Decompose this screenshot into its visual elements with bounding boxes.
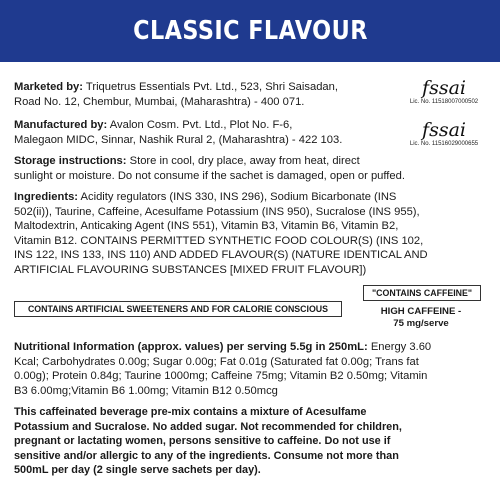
ingredients-text1: Acidity regulators (INS 330, INS 296), Sodium Bicarbonate (INS: [78, 191, 397, 203]
marketed-by-text2: Road No. 12, Chembur, Mumbai, (Maharashtra) - 400 071.: [14, 95, 305, 108]
ingredients-text6: ARTIFICIAL FLAVOURING SUBSTANCES [MIXED FRUIT FLAVOUR]): [14, 263, 367, 276]
nutrition-line1: [14, 340, 490, 355]
contains-caffeine-box: "CONTAINS CAFFEINE": [363, 285, 481, 301]
statement-line4: sensitive and/or allergic to any of the ingredients. Consume not more than: [14, 449, 399, 462]
fssai-logo-1: [398, 78, 490, 106]
storage-label: Storage instructions:: [14, 155, 127, 167]
manufactured-by-text2: Malegaon MIDC, Sinnar, Nashik Rural 2, (Maharashtra) - 422 103.: [14, 133, 343, 146]
nutrition-text3: 0.00g); Protein 0.84g; Taurine 1000mg; Caffeine 75mg; Vitamin B2 0.50mg; Vitamin: [14, 370, 428, 382]
statement-line5: 500mL per day (2 single serve sachets per day).: [14, 464, 261, 476]
manufactured-by-block: [14, 118, 414, 147]
nutrition-label: Nutritional Information (approx. values) per serving 5.5g in 250mL:: [14, 341, 368, 353]
manufactured-by-line1: [14, 118, 414, 133]
storage-line1: [14, 154, 486, 169]
ingredients-text3: Maltodextrin, Anticaking Agent (INS 551), Vitamin B3, Vitamin B6, Vitamin B2,: [14, 220, 399, 232]
manufactured-by-text1: Avalon Cosm. Pvt. Ltd., Plot No. F-6,: [107, 119, 293, 131]
statement-line2: Potassium and Sucralose. No added sugar. Not recommended for children,: [14, 420, 402, 433]
ingredients-text4: Vitamin B12. CONTAINS PERMITTED SYNTHETIC FOOD COLOUR(S) (INS 102,: [14, 234, 424, 247]
storage-text2: sunlight or moisture. Do not consume if the sachet is damaged, open or puffed.: [14, 169, 405, 182]
ingredients-text2: 502(ii)), Taurine, Caffeine, Acesulfame Potassium (INS 950), Sucralose (INS 955),: [14, 205, 420, 218]
title-banner: [0, 0, 500, 62]
statement-line1: This caffeinated beverage pre-mix contains a mixture of Acesulfame: [14, 406, 367, 418]
ingredients-label: Ingredients:: [14, 191, 79, 203]
marketed-by-line1: [14, 80, 414, 95]
fssai-license-number: Lic. No. 11518007000502: [409, 99, 479, 105]
high-caffeine-notice: [358, 306, 484, 330]
manufactured-by-label: Manufactured by:: [14, 119, 108, 131]
artificial-sweeteners-warning: CONTAINS ARTIFICIAL SWEETENERS AND FOR CALORIE CONSCIOUS: [14, 301, 342, 317]
ingredients-text5: INS 122, INS 133, INS 110) AND ADDED FLAVOUR(S) (NATURE IDENTICAL AND: [14, 249, 428, 261]
storage-text1: Store in cool, dry place, away from heat, direct: [126, 155, 360, 167]
statement-line3: pregnant or lactating women, persons sensitive to caffeine. Do not use if: [14, 435, 391, 447]
nutrition-text2: Kcal; Carbohydrates 0.00g; Sugar 0.00g; Fat 0.01g (Saturated fat 0.00g; Trans fat: [14, 355, 419, 368]
marketed-by-text1: Triquetrus Essentials Pvt. Ltd., 523, Shri Saisadan,: [83, 81, 338, 93]
storage-block: [14, 154, 486, 183]
ingredients-block: [14, 190, 488, 277]
high-caffeine-line2: 75 mg/serve: [393, 318, 449, 329]
fssai-logo-2: [398, 120, 490, 148]
caffeine-statement-block: [14, 405, 486, 478]
marketed-by-label: Marketed by:: [14, 81, 84, 93]
high-caffeine-line1: HIGH CAFFEINE -: [380, 306, 462, 317]
ingredients-line1: [14, 190, 488, 205]
marketed-by-block: [14, 80, 414, 109]
fssai-logo-text: fssai: [422, 77, 466, 99]
nutrition-text1: Energy 3.60: [367, 341, 432, 353]
fssai-logo-text: fssai: [422, 119, 466, 141]
nutrition-text4: B3 6.00mg;Vitamin B6 1.00mg; Vitamin B12 0.50mcg: [14, 384, 278, 397]
page-title: CLASSIC FLAVOUR: [132, 16, 368, 46]
fssai-license-number: Lic. No. 11516029000655: [409, 141, 479, 147]
nutrition-block: [14, 340, 490, 398]
